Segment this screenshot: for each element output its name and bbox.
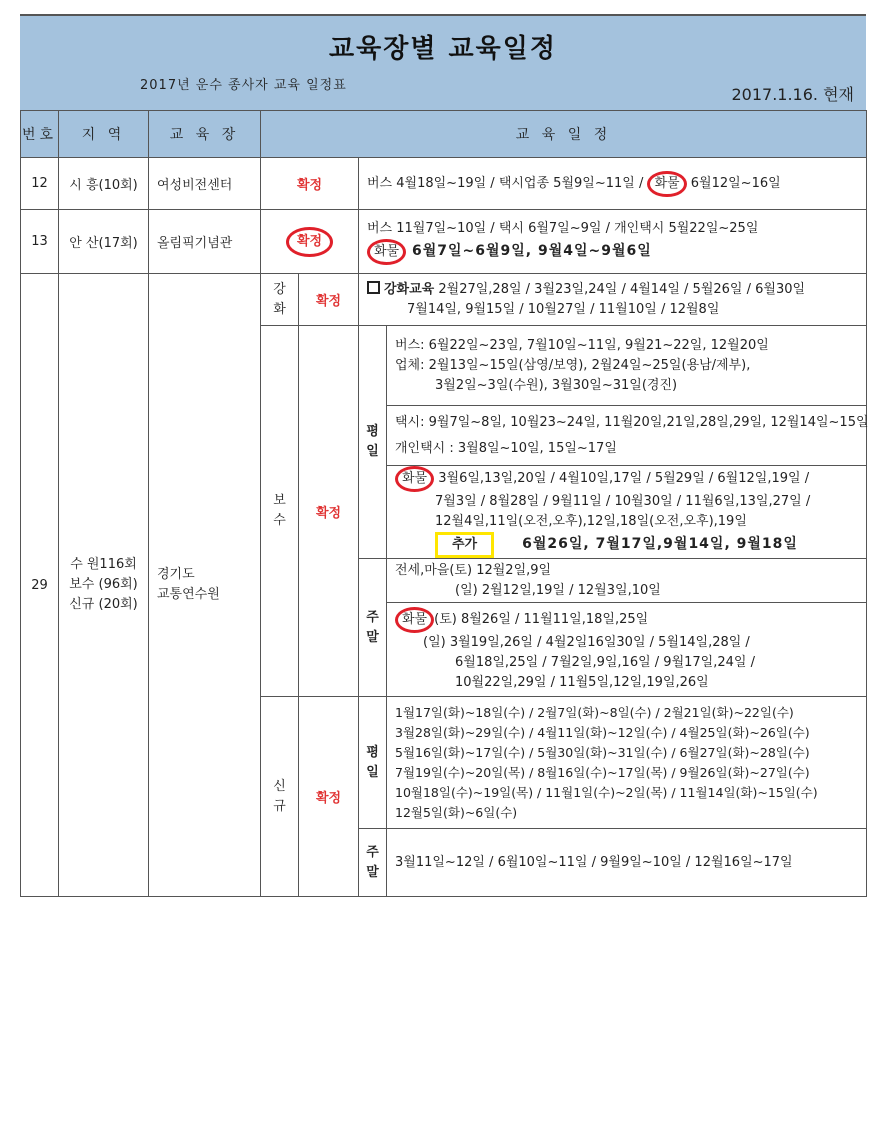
- category-new: 신 규: [261, 697, 299, 897]
- schedule-line: 개인택시 : 3월8일~10일, 15일~17일: [395, 440, 617, 456]
- cargo-circle: 화물: [647, 171, 686, 197]
- schedule-line: (일) 3월19일,26일 / 4월2일16일30일 / 5월14일,28일 /: [423, 634, 750, 650]
- row-schedule: [359, 210, 867, 274]
- region-line: 보수 (96회): [69, 577, 138, 592]
- row-venue: 올림픽기념관: [149, 210, 261, 274]
- row-no: 13: [21, 210, 59, 274]
- table-row: [21, 274, 867, 326]
- row-region: [59, 274, 149, 897]
- row-schedule: [387, 829, 867, 897]
- row-venue: 여성비전센터: [149, 158, 261, 210]
- weekday-label: 평 일: [359, 697, 387, 829]
- added-dates: 6월26일, 7월17일,9월14일, 9월18일: [522, 536, 798, 552]
- schedule-line: 7월14일, 9월15일 / 10월27일 / 11월10일 / 12월8일: [407, 301, 720, 317]
- page-title: 교육장별 교육일정: [329, 34, 557, 64]
- table-row: [21, 210, 867, 274]
- cargo-circle: 화물: [367, 239, 406, 265]
- schedule-table: [20, 110, 867, 897]
- schedule-line: 12월4일,11일(오전,오후),12일,18일(오전,오후),19일: [435, 514, 747, 529]
- col-header-region: 지 역: [59, 111, 149, 158]
- row-region: 시 흥(10회): [59, 158, 149, 210]
- col-header-schedule: 교 육 일 정: [261, 111, 867, 158]
- square-icon: [367, 281, 380, 294]
- col-header-venue: 교 육 장: [149, 111, 261, 158]
- status-badge: 확정: [299, 274, 359, 326]
- status-badge: 확정: [286, 227, 333, 257]
- schedule-line: 업체: 2월13일~15일(삼영/보영), 2월24일~25일(용남/제부),: [395, 357, 751, 373]
- region-line: 신규 (20회): [69, 597, 138, 612]
- schedule-sheet: [20, 14, 869, 894]
- region-line: 수 원116회: [70, 557, 137, 572]
- as-of-date: 2017.1.16. 현재: [731, 85, 854, 104]
- page-subtitle: 2017년 운수 종사자 교육 일정표: [140, 78, 347, 93]
- schedule-line: 버스 11월7일~10일 / 택시 6월7일~9일 / 개인택시 5월22일~25일: [367, 220, 759, 236]
- venue-line: 교통연수원: [157, 587, 220, 602]
- weekend-label: 주 말: [359, 829, 387, 897]
- schedule-line: 7월19일(수)~20일(목) / 8월16일(수)~17일(목) / 9월26일(화)~27일(수): [395, 764, 810, 780]
- row-schedule: [387, 326, 867, 406]
- status-cell: [261, 210, 359, 274]
- schedule-line: 7월3일 / 8월28일 / 9월11일 / 10월30일 / 11월6일,13일,27일 /: [435, 494, 811, 509]
- schedule-line: 택시: 9월7일~8일, 10월23~24일, 11월20일,21일,28일,29일, 12월14일~15일: [395, 414, 869, 430]
- row-schedule: [387, 603, 867, 697]
- schedule-line: 1월17일(화)~18일(수) / 2월7일(화)~8일(수) / 2월21일(화)~22일(수): [395, 704, 794, 720]
- header-band: [20, 14, 866, 112]
- status-badge: 확정: [299, 697, 359, 897]
- schedule-text: 6월12일~16일: [686, 175, 781, 191]
- schedule-line: (일) 2월12일,19일 / 12월3일,10일: [455, 582, 661, 598]
- schedule-line: 10월22일,29일 / 11월5일,12일,19일,26일: [455, 674, 709, 690]
- schedule-line: 5월16일(화)~17일(수) / 5월30일(화)~31일(수) / 6월27일(화)~28일(수): [395, 744, 810, 760]
- col-header-no: 번호: [21, 111, 59, 158]
- schedule-line: 3월2일~3일(수원), 3월30일~31일(경진): [435, 377, 678, 393]
- table-header-row: [21, 111, 867, 158]
- weekday-label: 평 일: [359, 326, 387, 559]
- schedule-line: 3월11일~12일 / 6월10일~11일 / 9월9일~10일 / 12월16일~17일: [395, 854, 793, 870]
- table-row: [21, 158, 867, 210]
- schedule-line: (토) 8월26일 / 11월11일,18일,25일: [434, 611, 649, 627]
- row-schedule: [387, 466, 867, 559]
- schedule-text: 버스 4월18일~19일 / 택시업종 5월9일~11일 /: [367, 175, 644, 191]
- schedule-line: 10월18일(수)~19일(목) / 11월1일(수)~2일(목) / 11월14일(화)~15일(수): [395, 784, 818, 800]
- schedule-line: 3월6일,13일,20일 / 4월10일,17일 / 5월29일 / 6월12일,19일 /: [434, 471, 810, 486]
- row-venue: [149, 274, 261, 897]
- row-schedule: [359, 274, 867, 326]
- row-region: 안 산(17회): [59, 210, 149, 274]
- row-schedule: [387, 697, 867, 829]
- status-badge: 확정: [299, 326, 359, 697]
- schedule-line: 전세,마을(토) 12월2일,9일: [395, 562, 552, 578]
- weekend-label: 주 말: [359, 559, 387, 697]
- row-schedule: [387, 406, 867, 466]
- row-schedule: [387, 559, 867, 603]
- schedule-line: 12월5일(화)~6일(수): [395, 804, 518, 820]
- cargo-circle: 화물: [395, 607, 434, 633]
- cargo-circle: 화물: [395, 466, 434, 492]
- row-schedule: [359, 158, 867, 210]
- schedule-line: 6월7일~6월9일, 9월4일~9월6일: [406, 242, 652, 259]
- schedule-line: 6월18일,25일 / 7월2일,9일,16일 / 9월17일,24일 /: [455, 654, 755, 670]
- category-refresher: 보 수: [261, 326, 299, 697]
- venue-line: 경기도: [157, 567, 195, 582]
- add-tag: 추가: [435, 532, 494, 558]
- schedule-line: 2월27일,28일 / 3월23일,24일 / 4월14일 / 5월26일 / 6월30일: [434, 281, 806, 297]
- schedule-heading: 강화교육: [384, 281, 435, 297]
- status-badge: 확정: [261, 158, 359, 210]
- schedule-line: 3월28일(화)~29일(수) / 4월11일(화)~12일(수) / 4월25일(화)~26일(수): [395, 724, 810, 740]
- category-strengthen: 강 화: [261, 274, 299, 326]
- row-no: 29: [21, 274, 59, 897]
- schedule-line: 버스: 6월22일~23일, 7월10일~11일, 9월21~22일, 12월20일: [395, 337, 769, 353]
- row-no: 12: [21, 158, 59, 210]
